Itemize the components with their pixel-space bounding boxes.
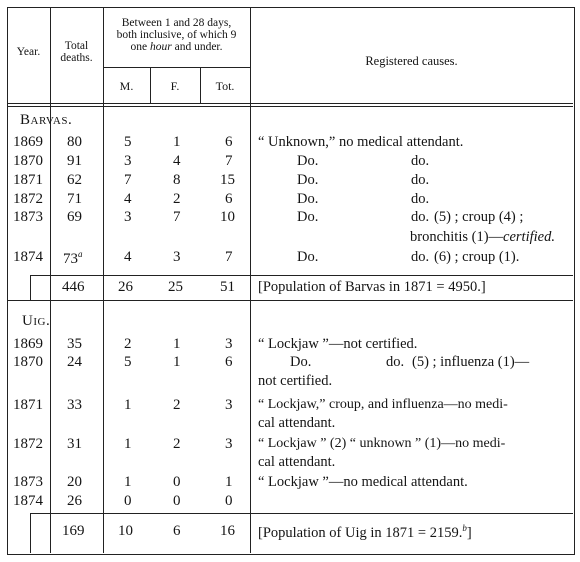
total-m: 26 bbox=[118, 279, 133, 295]
cause-line2: bronchitis (1)—certified. bbox=[410, 229, 555, 245]
cause-line2: cal attendant. bbox=[258, 415, 336, 431]
deaths-cell: 69 bbox=[67, 209, 82, 225]
cause-cell: “ Lockjaw ”—no medical attendant. bbox=[258, 474, 468, 490]
cause-cell: “ Lockjaw ”—not certified. bbox=[258, 336, 418, 352]
deaths-cell: 62 bbox=[67, 172, 82, 188]
m-cell: 5 bbox=[124, 134, 132, 150]
deaths-cell: 91 bbox=[67, 153, 82, 169]
year-cell: 1873 bbox=[13, 474, 43, 490]
m-cell: 4 bbox=[124, 191, 132, 207]
cause-cell: “ Unknown,” no medical attendant. bbox=[258, 134, 464, 150]
f-cell: 2 bbox=[173, 436, 181, 452]
deaths-cell: 20 bbox=[67, 474, 82, 490]
cause-do-lower: do. bbox=[386, 354, 405, 370]
year-cell: 1870 bbox=[13, 153, 43, 169]
cause-tail: (6) ; croup (1). bbox=[434, 249, 520, 265]
col-line-tot bbox=[250, 7, 251, 553]
uig-totals-left-tick bbox=[30, 513, 31, 553]
tot-cell: 10 bbox=[220, 209, 235, 225]
f-cell: 3 bbox=[173, 249, 181, 265]
tot-cell: 3 bbox=[225, 436, 233, 452]
barvas-totals-top-line bbox=[30, 275, 573, 276]
f-cell: 1 bbox=[173, 354, 181, 370]
header-line bbox=[7, 103, 573, 104]
barvas-totals-left-tick bbox=[30, 275, 31, 300]
total-tot: 16 bbox=[220, 523, 235, 539]
deaths-cell: 73$^a$ bbox=[63, 249, 83, 267]
cause-do: Do. bbox=[297, 209, 319, 225]
cause-do: Do. bbox=[297, 249, 319, 265]
m-cell: 3 bbox=[124, 153, 132, 169]
cause-do-lower: do. bbox=[411, 209, 430, 225]
col-line-year bbox=[50, 7, 51, 553]
tot-cell: 15 bbox=[220, 172, 235, 188]
tot-cell: 7 bbox=[225, 249, 233, 265]
year-cell: 1870 bbox=[13, 354, 43, 370]
tot-cell: 6 bbox=[225, 134, 233, 150]
header-total-deaths-1: Total bbox=[64, 40, 89, 52]
f-cell: 7 bbox=[173, 209, 181, 225]
m-cell: 1 bbox=[124, 474, 132, 490]
tot-cell: 3 bbox=[225, 336, 233, 352]
cause-do: Do. bbox=[297, 191, 319, 207]
year-cell: 1874 bbox=[13, 249, 43, 265]
year-cell: 1872 bbox=[13, 436, 43, 452]
population-note: [Population of Barvas in 1871 = 4950.] bbox=[258, 279, 486, 295]
cause-tail: (5) ; influenza (1)— bbox=[412, 354, 530, 370]
total-f: 25 bbox=[168, 279, 183, 295]
total-deaths: 446 bbox=[62, 279, 85, 295]
header-m: M. bbox=[119, 79, 134, 93]
header-span-2: both inclusive, of which 9 bbox=[116, 29, 237, 41]
cause-do-lower: do. bbox=[411, 191, 430, 207]
cause-do: Do. bbox=[297, 172, 319, 188]
f-cell: 4 bbox=[173, 153, 181, 169]
deaths-cell: 71 bbox=[67, 191, 82, 207]
cause-line2: not certified. bbox=[258, 373, 333, 389]
f-cell: 2 bbox=[173, 397, 181, 413]
total-deaths: 169 bbox=[62, 523, 85, 539]
tot-cell: 3 bbox=[225, 397, 233, 413]
cause-do-lower: do. bbox=[411, 249, 430, 265]
m-cell: 4 bbox=[124, 249, 132, 265]
f-cell: 1 bbox=[173, 336, 181, 352]
tot-cell: 6 bbox=[225, 354, 233, 370]
section-title-uig: Uig. bbox=[22, 313, 51, 329]
header-line-2 bbox=[7, 106, 573, 107]
f-cell: 0 bbox=[173, 474, 181, 490]
f-cell: 0 bbox=[173, 493, 181, 509]
year-cell: 1874 bbox=[13, 493, 43, 509]
year-cell: 1873 bbox=[13, 209, 43, 225]
total-m: 10 bbox=[118, 523, 133, 539]
header-tot: Tot. bbox=[215, 79, 235, 93]
subheader-line bbox=[103, 67, 250, 68]
cause-do-lower: do. bbox=[411, 172, 430, 188]
f-cell: 1 bbox=[173, 134, 181, 150]
m-cell: 2 bbox=[124, 336, 132, 352]
header-f: F. bbox=[170, 79, 180, 93]
deaths-cell: 35 bbox=[67, 336, 82, 352]
year-cell: 1871 bbox=[13, 397, 43, 413]
m-cell: 1 bbox=[124, 397, 132, 413]
m-cell: 1 bbox=[124, 436, 132, 452]
cause-tail: (5) ; croup (4) ; bbox=[434, 209, 524, 225]
cause-do: Do. bbox=[290, 354, 312, 370]
tot-cell: 0 bbox=[225, 493, 233, 509]
cause-do-lower: do. bbox=[411, 153, 430, 169]
deaths-cell: 80 bbox=[67, 134, 82, 150]
header-registered-causes: Registered causes. bbox=[365, 54, 458, 68]
m-cell: 0 bbox=[124, 493, 132, 509]
deaths-cell: 31 bbox=[67, 436, 82, 452]
year-cell: 1871 bbox=[13, 172, 43, 188]
year-cell: 1869 bbox=[13, 336, 43, 352]
barvas-totals-bottom-line bbox=[7, 300, 573, 301]
cause-cell: “ Lockjaw,” croup, and influenza—no medi- bbox=[258, 397, 508, 412]
section-title-barvas: Barvas. bbox=[20, 112, 73, 128]
f-cell: 2 bbox=[173, 191, 181, 207]
deaths-cell: 24 bbox=[67, 354, 82, 370]
header-span-1: Between 1 and 28 days, bbox=[121, 17, 232, 29]
m-cell: 7 bbox=[124, 172, 132, 188]
year-cell: 1869 bbox=[13, 134, 43, 150]
cause-cell: “ Lockjaw ” (2) “ unknown ” (1)—no medi- bbox=[258, 436, 506, 451]
tot-cell: 1 bbox=[225, 474, 233, 490]
m-cell: 5 bbox=[124, 354, 132, 370]
total-tot: 51 bbox=[220, 279, 235, 295]
tot-cell: 7 bbox=[225, 153, 233, 169]
uig-totals-top-line bbox=[30, 513, 573, 514]
cause-do: Do. bbox=[297, 153, 319, 169]
population-note: [Population of Uig in 1871 = 2159.$^b$] bbox=[258, 523, 472, 541]
cause-line2: cal attendant. bbox=[258, 454, 336, 470]
total-f: 6 bbox=[173, 523, 181, 539]
tot-cell: 6 bbox=[225, 191, 233, 207]
header-span-3: one hour and under. bbox=[130, 41, 223, 53]
deaths-cell: 26 bbox=[67, 493, 82, 509]
header-year: Year. bbox=[16, 46, 41, 58]
year-cell: 1872 bbox=[13, 191, 43, 207]
deaths-cell: 33 bbox=[67, 397, 82, 413]
f-cell: 8 bbox=[173, 172, 181, 188]
m-cell: 3 bbox=[124, 209, 132, 225]
header-total-deaths-2: deaths. bbox=[60, 52, 93, 64]
